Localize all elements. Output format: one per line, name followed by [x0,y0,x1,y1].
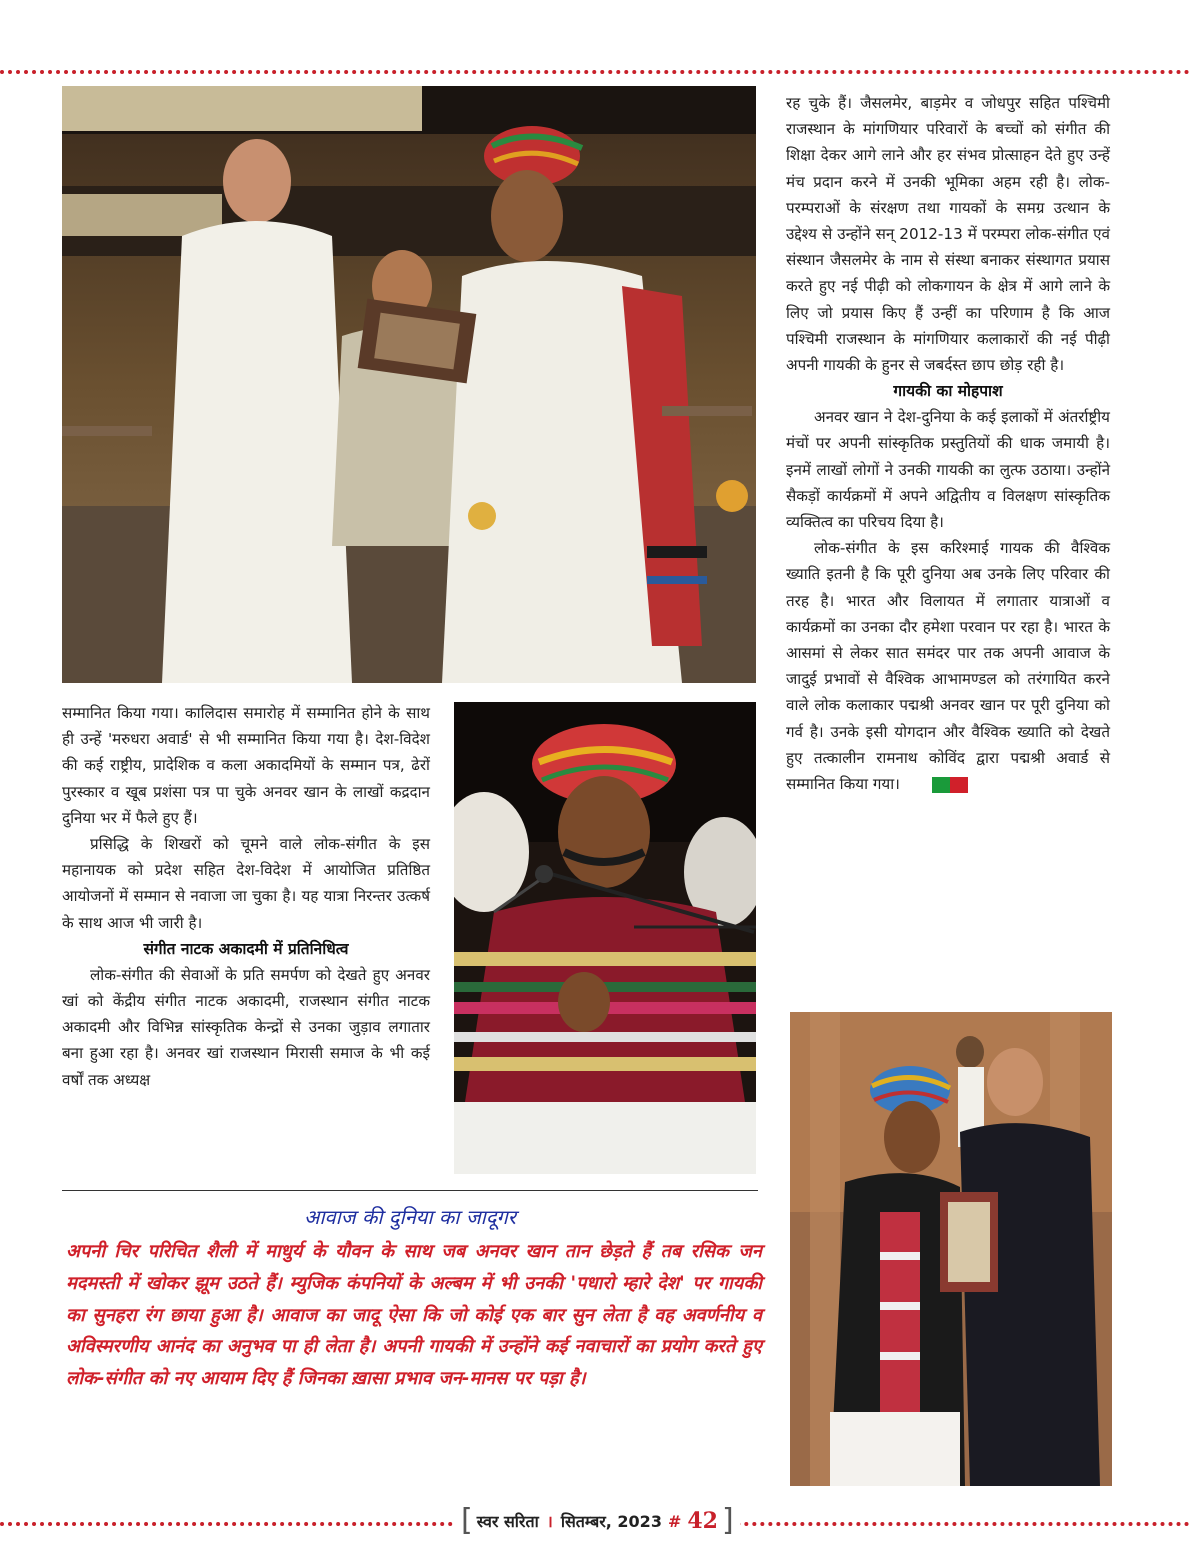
right-paragraph-3 [786,535,1110,797]
footer-divider: । [546,1512,553,1531]
left-paragraph-1: सम्मानित किया गया। कालिदास समारोह में सम्मानित होने के साथ ही उन्हें 'मरुधरा अवार्ड' से भी सम्मानित किया गया है। देश-विदेश की कई राष्ट्रीय, प्रादेशिक व कला अकादमियों के सम्मान पत्र, ढेरों पुरस्कार व खूब प्रशंसा पत्र पा चुके अनवर खान के लाखों कद्रदान दुनिया भर में फैले हुए हैं। [62,704,430,827]
highlight-box-body: अपनी चिर परिचित शैली में माधुर्य के यौवन के साथ जब अनवर खान तान छेड़ते हैं तब रसिक जन मदमस्ती में खोकर झूम उठते हैं। म्युजिक कंपनियों के अल्बम में भी उनकी 'पधारो म्हारे देश' पर गायकी का सुनहरा रंग छाया हुआ है। आवाज का जादू ऐसा कि जो कोई एक बार सुन लेता है वह अवर्णनीय व अविस्मरणीय आनंद का अनुभव पा ही लेता है। अपनी गायकी में उन्होंने कई नवाचारों का प्रयोग करते हुए लोक-संगीत को नए आयाम दिए हैं जिनका ख़ासा प्रभाव जन-मानस पर पड़ा है। [66,1241,762,1390]
right-paragraph-1: रह चुके हैं। जैसलमेर, बाड़मेर व जोधपुर सहित पश्चिमी राजस्थान के मांगणियार परिवारों के बच्चों को संगीत की शिक्षा देकर आगे लाने और हर संभव प्रोत्साहन देते हुए उन्हें मंच प्रदान करने में उनकी भूमिका अहम रही है। लोक-परम्पराओं के संरक्षण तथा गायकों के समग्र उत्थान के उद्देश्य से उन्होंने सन् 2012-13 में परम्परा लोक-संगीत एवं संस्थान जैसलमेर के नाम से संस्था बनाकर संस्थागत प्रयास करते हुए नई पीढ़ी को लोकगायन के क्षेत्र में आगे लाने के लिए जो प्रयास किए हैं उन्हीं का परिणाम है कि आज पश्चिमी राजस्थान के मांगणियार कलाकारों की नई पीढ़ी अपनी गायकी के हुनर से जबर्दस्त छाप छोड़ रही है। [786,94,1110,375]
right-paragraph-3-text: लोक-संगीत के इस करिश्माई गायक की वैश्विक ख्याति इतनी है कि पूरी दुनिया अब उनके लिए परिवार की तरह है। भारत और विलायत में लगातार यात्राओं व कार्यक्रमों का उनका दौर हमेशा परवान पर रहा है। भारत के आसमां से लेकर सात समंदर पार तक अपनी आवाज के जादुई प्रभावों से वैश्विक आभामण्डल को तरंगायित करने वाले लोक कलाकार पद्मश्री अनवर खान पर पूरी दुनिया को गर्व है। उनके इसी योगदान और वैश्विक ख्याति को देखते हुए तत्कालीन रामनाथ कोविंद द्वारा पद्मश्री अवार्ड से सम्मानित किया गया। [786,539,1110,794]
left-paragraph-2: प्रसिद्धि के शिखरों को चूमने वाले लोक-संगीत के इस महानायक को प्रदेश सहित देश-विदेश में आयोजित प्रतिष्ठित आयोजनों में सम्मान से नवाजा जा चुका है। यह यात्रा निरन्तर उत्कर्ष के साथ आज भी जारी है। [62,835,430,932]
left-bracket-icon: [ [461,1503,473,1538]
magazine-name: स्वर सरिता [476,1512,539,1531]
right-column-text [786,90,1110,798]
left-column-text [62,700,430,1093]
highlight-box-title: आवाज की दुनिया का जादूगर [304,1205,516,1229]
left-paragraph-3: लोक-संगीत की सेवाओं के प्रति समर्पण को देखते हुए अनवर खां को केंद्रीय संगीत नाटक अकादमी, राजस्थान संगीत नाटक अकादमी और विभिन्न सांस्कृतिक केन्द्रों से उनका जुड़ाव लगातार बना हुआ रहा है। अनवर खां राजस्थान मिरासी समाज के भी कई वर्षों तक अध्यक्ष [62,965,430,1089]
section-heading-gayaki: गायकी का मोहपाश [893,382,1003,401]
page-footer [0,1505,1190,1541]
section-heading-akadami: संगीत नाटक अकादमी में प्रतिनिधित्व [143,939,349,958]
top-dotted-rule [0,70,1190,74]
end-mark-icon [904,771,968,797]
singer-performance-photo [454,702,756,1174]
right-paragraph-2: अनवर खान ने देश-दुनिया के कई इलाकों में अंतर्राष्ट्रीय मंचों पर अपनी सांस्कृतिक प्रस्तुतियों की धाक जमायी है। इनमें लाखों लोगों ने उनकी गायकी का लुत्फ उठाया। उन्होंने सैकड़ों कार्यक्रमों में अपने अद्वितीय व विलक्षण सांस्कृतिक व्यक्तित्व का परिचय दिया है। [786,408,1110,532]
padmashri-award-photo [790,1012,1112,1486]
footer-label [455,1505,740,1537]
award-ceremony-illustration [62,86,756,683]
singer-performance-illustration [454,702,756,1174]
issue-date: सितम्बर, 2023 [560,1512,662,1531]
right-bracket-icon: ] [721,1503,734,1538]
padmashri-award-illustration [790,1012,1112,1486]
hash-mark: # [667,1511,682,1531]
highlight-box-top-rule [62,1190,758,1191]
award-ceremony-photo [62,86,756,683]
page-number: 42 [687,1508,718,1534]
